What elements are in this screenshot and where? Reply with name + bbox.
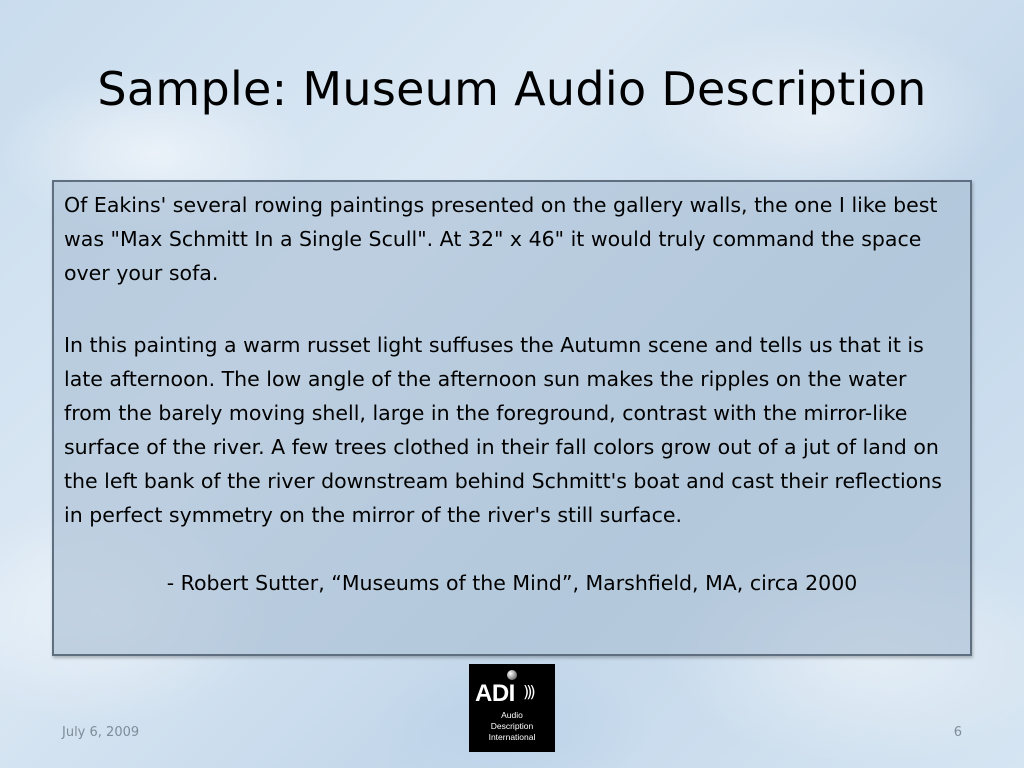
footer-date: July 6, 2009 — [62, 725, 140, 740]
quote-box — [52, 180, 972, 656]
quote-attribution: - Robert Sutter, “Museums of the Mind”, Marshfield, MA, circa 2000 — [166, 571, 858, 595]
slide-title: Sample: Museum Audio Description — [97, 62, 927, 116]
logo-line-audio: Audio — [501, 710, 523, 720]
quote-paragraph-2: In this painting a warm russet light suffuses the Autumn scene and tells us that it is late afternoon. The low angle of the afternoon sun makes the ripples on the water from the barely moving shell, large in the foreground, contrast with the mirror-like surface of the river. A few trees clothed in their fall colors grow out of a jut of land on the left bank of the river downstream behind Schmitt's boat and cast their reflections in perfect symmetry on the mirror of the river's still surface. — [64, 333, 942, 527]
adi-logo — [469, 664, 555, 752]
logo-line-international: International — [488, 732, 536, 742]
page-number: 6 — [953, 725, 962, 740]
sound-waves-icon: ))) — [523, 682, 533, 701]
quote-paragraph-1: Of Eakins' several rowing paintings presented on the gallery walls, the one I like best was "Max Schmitt In a Single Scull". At 32" x 46" it would truly command the space over your sofa. — [64, 193, 938, 285]
logo-acronym: ADI — [475, 680, 515, 707]
globe-icon — [507, 670, 517, 680]
logo-line-description: Description — [490, 721, 534, 731]
